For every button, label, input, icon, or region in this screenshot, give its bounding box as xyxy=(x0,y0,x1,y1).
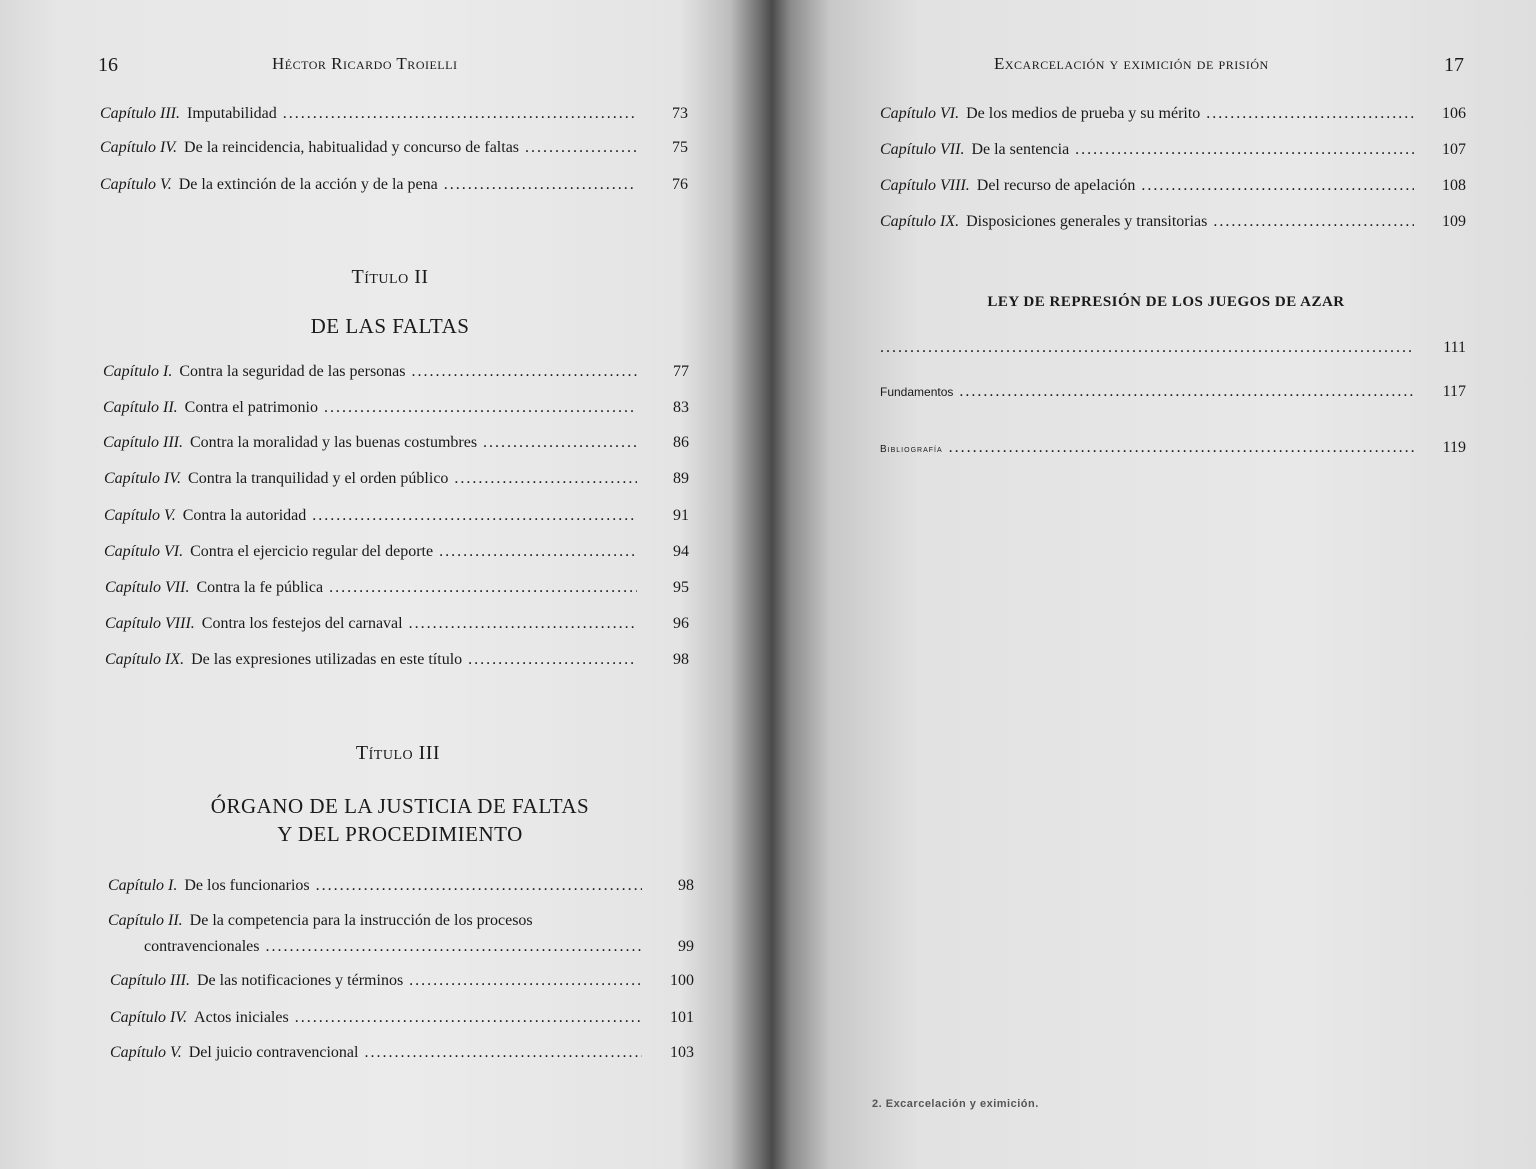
toc-entry xyxy=(104,542,689,562)
chapter-title: Actos iniciales xyxy=(194,1009,289,1026)
chapter-label: Capítulo IV. xyxy=(110,1009,188,1026)
toc-entry xyxy=(880,104,1466,124)
toc-entry xyxy=(880,438,1466,460)
chapter-label: Capítulo VII. xyxy=(105,579,190,596)
chapter-page: 99 xyxy=(678,938,694,955)
toc-entry xyxy=(100,175,688,195)
chapter-page: 108 xyxy=(1442,177,1466,194)
toc-entry xyxy=(110,1008,694,1028)
chapter-title: Contra la seguridad de las personas xyxy=(179,363,406,380)
chapter-page: 77 xyxy=(673,363,689,380)
entry-page: 111 xyxy=(1443,339,1466,356)
toc-entry xyxy=(880,212,1466,232)
running-head-author: Héctor Ricardo Troielli xyxy=(272,54,458,73)
toc-entry xyxy=(100,104,688,124)
section-label: Título II xyxy=(351,266,429,288)
chapter-title: Disposiciones generales y transitorias xyxy=(966,213,1208,230)
chapter-title: De los medios de prueba y su mérito xyxy=(966,105,1201,122)
leader-dots xyxy=(364,1043,642,1063)
chapter-label: Capítulo III. xyxy=(110,972,190,989)
chapter-label: Capítulo I. xyxy=(108,877,178,894)
chapter-label: Capítulo VIII. xyxy=(880,177,970,194)
chapter-page: 73 xyxy=(672,105,688,122)
law-heading: LEY DE REPRESIÓN DE LOS JUEGOS DE AZAR xyxy=(987,294,1345,310)
leader-dots xyxy=(409,971,642,991)
leader-dots xyxy=(483,433,637,453)
chapter-page: 96 xyxy=(673,615,689,632)
leader-dots xyxy=(295,1008,642,1028)
right-page xyxy=(776,0,1536,1169)
leader-dots xyxy=(324,398,637,418)
chapter-title: Contra la fe pública xyxy=(196,579,324,596)
entry-page: 117 xyxy=(1442,383,1466,400)
leader-dots xyxy=(439,542,637,562)
chapter-label: Capítulo VI. xyxy=(880,105,960,122)
chapter-page: 107 xyxy=(1442,141,1466,158)
chapter-label: Capítulo IX. xyxy=(880,213,960,230)
toc-entry xyxy=(880,140,1466,160)
chapter-title: De la reincidencia, habitualidad y concurso de faltas xyxy=(184,139,520,156)
leader-dots xyxy=(312,506,637,526)
chapter-title: De las notificaciones y términos xyxy=(197,972,404,989)
leader-dots xyxy=(1206,104,1414,124)
chapter-title: Contra los festejos del carnaval xyxy=(201,615,403,632)
leader-dots xyxy=(444,175,636,195)
chapter-label: Capítulo I. xyxy=(103,363,173,380)
leader-dots xyxy=(283,104,636,124)
chapter-page: 98 xyxy=(673,651,689,668)
leader-dots xyxy=(949,438,1414,458)
toc-entry xyxy=(103,433,689,453)
chapter-title: De los funcionarios xyxy=(184,877,310,894)
chapter-label: Capítulo VIII. xyxy=(105,615,195,632)
page-number: 17 xyxy=(1444,54,1464,76)
page-number: 16 xyxy=(98,54,118,76)
chapter-label: Capítulo III. xyxy=(103,434,183,451)
section-heading: DE LAS FALTAS xyxy=(310,314,470,338)
chapter-title: De las expresiones utilizadas en este título xyxy=(191,651,463,668)
chapter-title: Contra la autoridad xyxy=(182,507,307,524)
leader-dots xyxy=(329,578,637,598)
chapter-page: 100 xyxy=(670,972,694,989)
chapter-label: Capítulo V. xyxy=(104,507,176,524)
chapter-title: Imputabilidad xyxy=(187,105,277,122)
toc-entry xyxy=(105,650,689,670)
chapter-label: Capítulo VII. xyxy=(880,141,965,158)
page-footnote: 2. Excarcelación y eximición. xyxy=(872,1098,1039,1110)
leader-dots xyxy=(266,937,643,957)
entry-title: Bibliografía xyxy=(880,444,943,455)
left-page xyxy=(0,0,760,1169)
chapter-label: Capítulo IV. xyxy=(104,470,182,487)
chapter-page: 75 xyxy=(672,139,688,156)
entry-page: 119 xyxy=(1442,439,1466,456)
toc-entry xyxy=(104,469,689,489)
section-heading: ÓRGANO DE LA JUSTICIA DE FALTAS xyxy=(210,794,590,818)
chapter-title: De la competencia para la instrucción de los procesos xyxy=(189,912,533,929)
toc-entry xyxy=(880,382,1466,402)
leader-dots xyxy=(412,362,638,382)
leader-dots xyxy=(316,876,642,896)
leader-dots xyxy=(1075,140,1414,160)
chapter-label: Capítulo IX. xyxy=(105,651,185,668)
chapter-page: 103 xyxy=(670,1044,694,1061)
chapter-label: Capítulo III. xyxy=(100,105,180,122)
chapter-title: Contra el patrimonio xyxy=(184,399,318,416)
chapter-page: 106 xyxy=(1442,105,1466,122)
chapter-label: Capítulo IV. xyxy=(100,139,178,156)
chapter-page: 83 xyxy=(673,399,689,416)
entry-title: Fundamentos xyxy=(880,385,954,399)
chapter-page: 95 xyxy=(673,579,689,596)
chapter-title: Del recurso de apelación xyxy=(976,177,1136,194)
section-heading: Y DEL PROCEDIMIENTO xyxy=(277,822,523,846)
chapter-title: Contra el ejercicio regular del deporte xyxy=(190,543,434,560)
chapter-label: Capítulo II. xyxy=(108,912,183,929)
toc-entry xyxy=(880,176,1466,196)
chapter-label: Capítulo V. xyxy=(110,1044,182,1061)
chapter-title: Contra la moralidad y las buenas costumbres xyxy=(190,434,478,451)
section-label: Título III xyxy=(355,742,441,764)
chapter-title: Contra la tranquilidad y el orden público xyxy=(188,470,449,487)
chapter-label: Capítulo II. xyxy=(103,399,178,416)
toc-entry xyxy=(108,876,694,896)
chapter-page: 109 xyxy=(1442,213,1466,230)
toc-entry xyxy=(105,578,689,598)
leader-dots xyxy=(409,614,637,634)
running-head-title: Excarcelación y eximición de prisión xyxy=(994,54,1269,73)
chapter-page: 89 xyxy=(673,470,689,487)
chapter-page: 91 xyxy=(673,507,689,524)
toc-entry xyxy=(108,911,694,957)
toc-entry xyxy=(110,971,694,991)
toc-entry xyxy=(110,1043,694,1063)
chapter-label: Capítulo VI. xyxy=(104,543,184,560)
chapter-title: Del juicio contravencional xyxy=(188,1044,359,1061)
toc-entry xyxy=(103,362,689,382)
chapter-page: 98 xyxy=(678,877,694,894)
chapter-page: 94 xyxy=(673,543,689,560)
toc-entry xyxy=(880,338,1466,358)
leader-dots xyxy=(454,469,637,489)
leader-dots xyxy=(1141,176,1414,196)
chapter-title: De la sentencia xyxy=(971,141,1070,158)
chapter-title-continued: contravencionales xyxy=(144,938,260,955)
toc-entry xyxy=(100,138,688,158)
toc-entry xyxy=(104,506,689,526)
leader-dots xyxy=(1213,212,1414,232)
chapter-title: De la extinción de la acción y de la pena xyxy=(178,176,438,193)
toc-entry xyxy=(105,614,689,634)
leader-dots xyxy=(959,382,1414,402)
leader-dots xyxy=(880,338,1414,358)
chapter-page: 86 xyxy=(673,434,689,451)
leader-dots xyxy=(525,138,636,158)
chapter-page: 101 xyxy=(670,1009,694,1026)
chapter-page: 76 xyxy=(672,176,688,193)
toc-entry xyxy=(103,398,689,418)
leader-dots xyxy=(468,650,637,670)
chapter-label: Capítulo V. xyxy=(100,176,172,193)
